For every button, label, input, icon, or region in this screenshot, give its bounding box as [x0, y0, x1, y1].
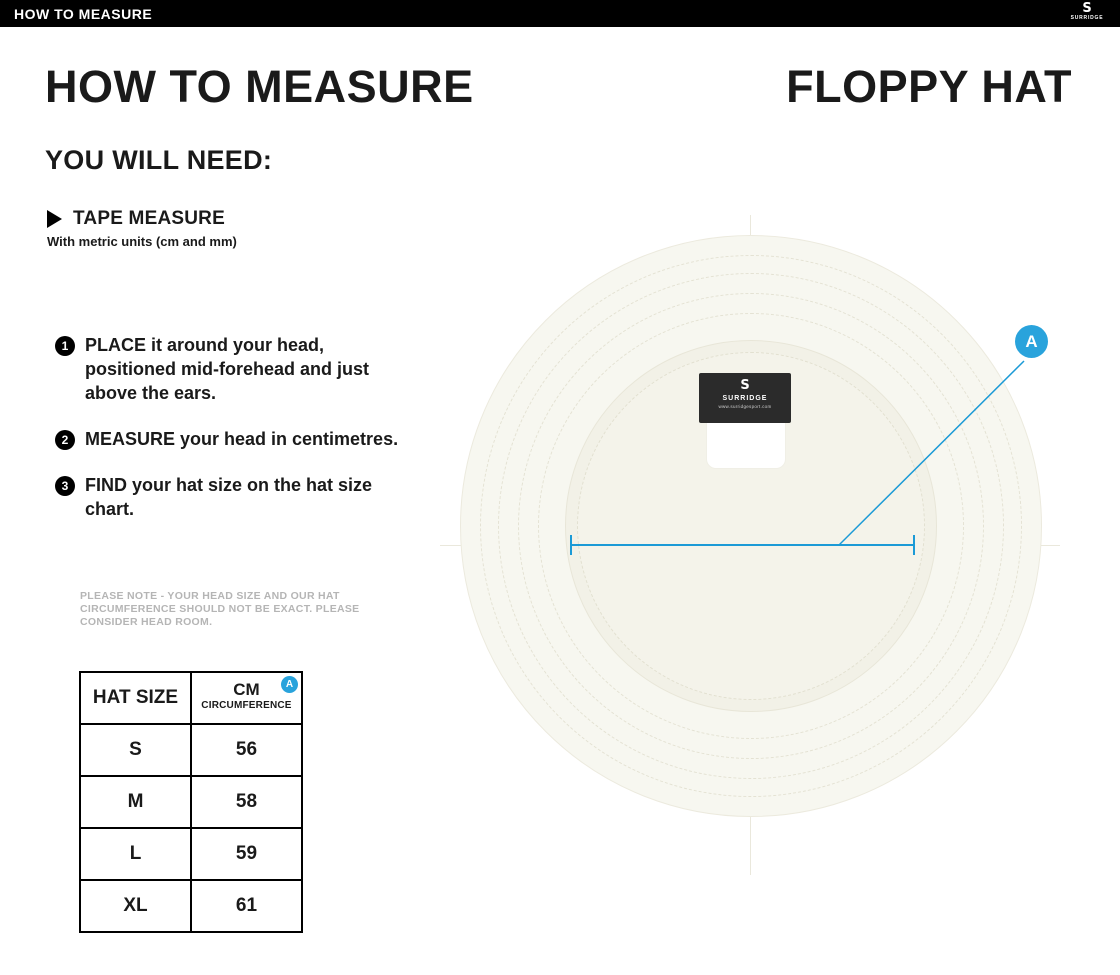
brand-wordmark: SURRIDGE	[1070, 15, 1104, 21]
table-row	[80, 724, 302, 776]
column-header-cm-sub: CIRCUMFERENCE	[201, 700, 292, 711]
step-text: PLACE it around your head, positioned mid-forehead and just above the ears.	[85, 335, 370, 403]
tool-name: TAPE MEASURE	[73, 208, 225, 229]
column-header-cm-main: CM	[233, 680, 260, 699]
brand-label-url: www.surridgesport.com	[718, 404, 772, 409]
cell-cm: 59	[191, 828, 302, 880]
cell-size: XL	[80, 880, 191, 932]
brand-mark-icon: S	[740, 378, 750, 393]
step-number: 1	[55, 336, 75, 356]
cell-cm: 56	[191, 724, 302, 776]
tool-description: With metric units (cm and mm)	[47, 234, 237, 249]
step-number: 2	[55, 430, 75, 450]
brand-mark-icon: S	[1082, 1, 1092, 16]
top-bar-title: HOW TO MEASURE	[14, 6, 153, 22]
hat-label-body	[706, 423, 786, 469]
brand-logo	[1064, 2, 1110, 26]
product-diagram	[440, 215, 1060, 905]
section-subtitle: YOU WILL NEED:	[45, 145, 273, 175]
step-text: FIND your hat size on the hat size chart.	[85, 475, 373, 519]
table-row	[80, 880, 302, 932]
measurement-badge-a-icon: A	[281, 676, 298, 693]
measurement-line-a	[570, 544, 915, 546]
table-row	[80, 776, 302, 828]
cell-size: L	[80, 828, 191, 880]
play-triangle-icon	[47, 210, 62, 228]
table-header-row	[80, 672, 302, 724]
hat-brand-label	[699, 373, 791, 423]
measurement-cap-left	[570, 535, 572, 555]
disclaimer-note: PLEASE NOTE - YOUR HEAD SIZE AND OUR HAT CIRCUMFERENCE SHOULD NOT BE EXACT. PLEASE CONSIDER HEAD ROOM.	[80, 590, 360, 628]
measurement-badge-a-icon: A	[1015, 325, 1048, 358]
step-item	[55, 427, 415, 451]
top-bar	[0, 0, 1120, 27]
step-item	[55, 333, 415, 405]
cell-cm: 61	[191, 880, 302, 932]
page-title: HOW TO MEASURE	[45, 61, 474, 112]
hat-size-table	[79, 671, 303, 933]
steps-list	[55, 333, 415, 543]
step-number: 3	[55, 476, 75, 496]
table-row	[80, 828, 302, 880]
measurement-cap-right	[913, 535, 915, 555]
cell-size: S	[80, 724, 191, 776]
column-header-cm	[191, 672, 302, 724]
step-item	[55, 473, 415, 521]
cell-cm: 58	[191, 776, 302, 828]
column-header-size: HAT SIZE	[80, 672, 191, 724]
tool-item	[47, 208, 225, 230]
product-title: FLOPPY HAT	[786, 61, 1072, 112]
step-text: MEASURE your head in centimetres.	[85, 429, 399, 449]
cell-size: M	[80, 776, 191, 828]
brand-label-name: SURRIDGE	[722, 395, 768, 402]
